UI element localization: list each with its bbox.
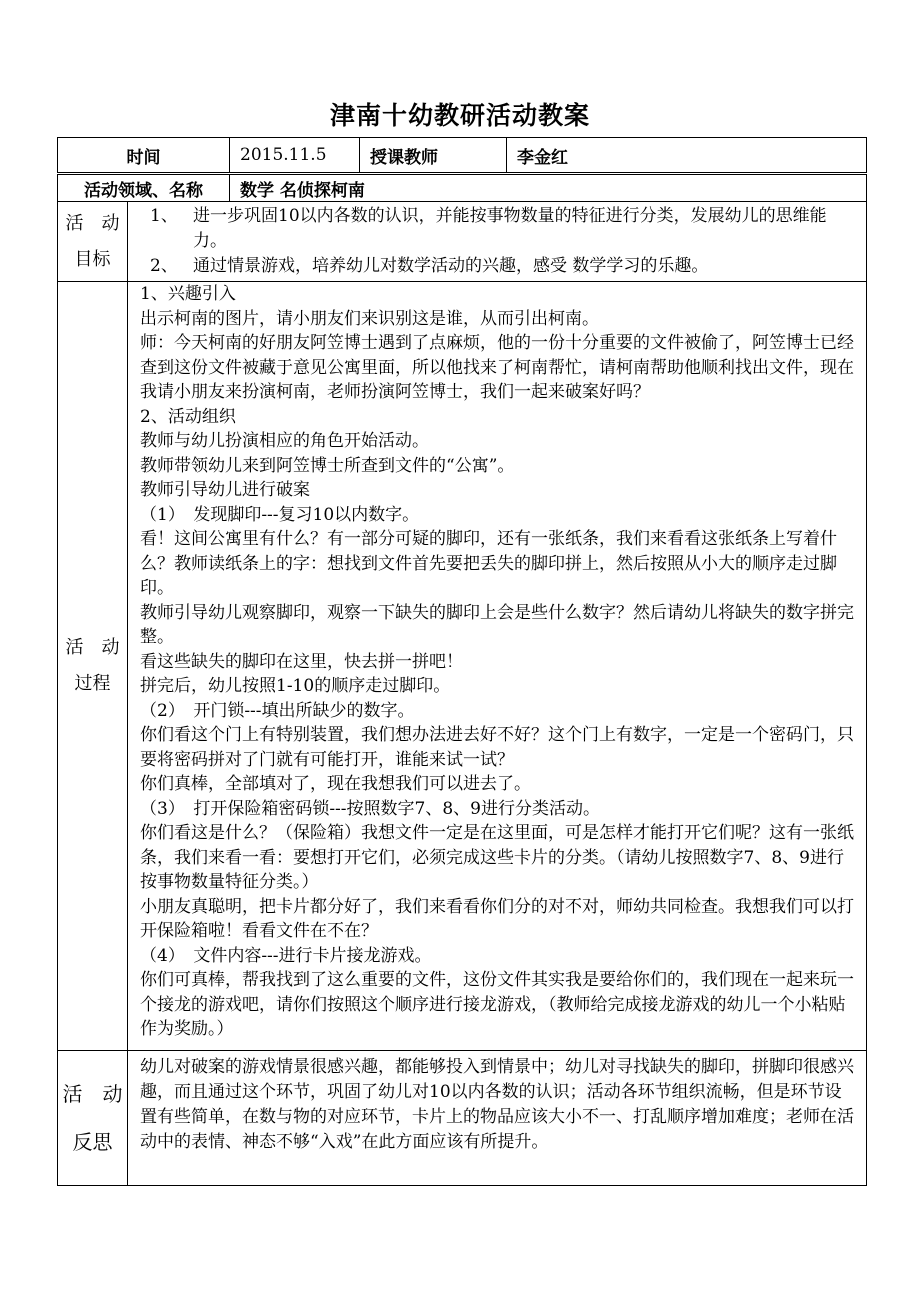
process-content <box>128 282 867 1051</box>
goal-number: 1、 <box>150 206 178 226</box>
time-value: 2015.11.5 <box>230 138 360 174</box>
reflection-label <box>58 1051 128 1186</box>
goal-text: 通过情景游戏，培养幼儿对数学活动的兴趣，感受 数学学习的乐趣。 <box>193 256 709 276</box>
goal-text: 进一步巩固10以内各数的认识，并能按事物数量的特征进行分类，发展幼儿的思维能力。 <box>193 206 827 251</box>
process-paragraph: （2） 开门锁---填出所缺少的数字。 <box>140 700 415 721</box>
process-paragraph: （3） 打开保险箱密码锁---按照数字7、8、9进行分类活动。 <box>140 798 600 819</box>
goals-label-line1: 活 动 <box>65 212 120 234</box>
reflection-content: 幼儿对破案的游戏情景很感兴趣，都能够投入到情景中；幼儿对寻找缺失的脚印，拼脚印很感兴趣，而且通过这个环节，巩固了幼儿对10以内各数的认识；活动各环节组织流畅，但是环节设置有些简单，在数与物的对应环节，卡片上的物品应该大小不一、打乱顺序增加难度；老师在活动中的表情、神态不够“入戏”在此方面应该有所提升。 <box>128 1051 867 1186</box>
time-label: 时间 <box>58 138 230 174</box>
process-paragraph: 教师引导幼儿观察脚印，观察一下缺失的脚印上会是些什么数字？然后请幼儿将缺失的数字拼完整。 <box>140 602 854 647</box>
domain-row <box>58 174 867 202</box>
reflection-label-line2: 反思 <box>72 1130 113 1154</box>
process-row <box>58 282 867 1051</box>
reflection-row <box>58 1051 867 1186</box>
process-paragraph: 拼完后，幼儿按照1-10的顺序走过脚印。 <box>140 676 451 696</box>
teacher-value: 李金红 <box>507 138 867 174</box>
process-paragraph: 你们可真棒，帮我找到了这么重要的文件，这份文件其实我是要给你们的，我们现在一起来玩一个接龙的游戏吧，请你们按照这个顺序进行接龙游戏，（教师给完成接龙游戏的幼儿一个小粘贴作为奖励。） <box>140 970 854 1039</box>
goal-number: 2、 <box>150 256 178 276</box>
process-paragraph: （1） 发现脚印---复习10以内数字。 <box>140 504 420 525</box>
reflection-label-line1: 活 动 <box>62 1082 123 1106</box>
process-label-line1: 活 动 <box>65 637 120 658</box>
lesson-plan-table <box>57 137 867 1186</box>
process-paragraph: 1、兴趣引入 <box>140 284 236 304</box>
goals-row <box>58 202 867 282</box>
goal-item <box>140 254 856 279</box>
process-paragraph: （4） 文件内容---进行卡片接龙游戏。 <box>140 945 432 966</box>
process-paragraph: 看！这间公寓里有什么？有一部分可疑的脚印，还有一张纸条，我们来看看这张纸条上写着什么？教师读纸条上的字：想找到文件首先要把丢失的脚印拼上，然后按照从小大的顺序走过脚印。 <box>140 529 837 598</box>
process-paragraph: 小朋友真聪明，把卡片都分好了，我们来看看你们分的对不对，师幼共同检查。我想我们可以打开保险箱啦！看看文件在不在？ <box>140 896 854 941</box>
process-paragraph: 你们看这个门上有特别装置，我们想办法进去好不好？这个门上有数字，一定是一个密码门，只要将密码拼对了门就有可能打开，谁能来试一试？ <box>140 725 854 770</box>
process-paragraph: 2、活动组织 <box>140 406 236 427</box>
goals-label <box>58 202 128 282</box>
domain-label: 活动领域、名称 <box>58 174 230 202</box>
process-label <box>58 282 128 1051</box>
process-paragraph: 教师与幼儿扮演相应的角色开始活动。 <box>140 431 429 451</box>
process-label-line2: 过程 <box>74 673 111 694</box>
process-paragraph: 你们真棒，全部填对了，现在我想我们可以进去了。 <box>140 774 531 794</box>
teacher-label: 授课教师 <box>360 138 507 174</box>
goals-content <box>128 202 867 282</box>
goal-item <box>140 204 856 254</box>
process-paragraph: 出示柯南的图片，请小朋友们来识别这是谁，从而引出柯南。 <box>140 308 599 329</box>
process-paragraph: 师：今天柯南的好朋友阿笠博士遇到了点麻烦，他的一份十分重要的文件被偷了，阿笠博士已经查到这份文件被藏于意见公寓里面，所以他找来了柯南帮忙，请柯南帮助他顺利找出文件，现在我请小朋友来扮演柯南，老师扮演阿笠博士，我们一起来破案好吗？ <box>140 333 854 402</box>
page-title: 津南十幼教研活动教案 <box>329 101 590 130</box>
domain-value: 数学 名侦探柯南 <box>230 174 867 202</box>
header-row <box>58 138 867 174</box>
process-paragraph: 教师引导幼儿进行破案 <box>140 480 310 500</box>
process-paragraph: 看这些缺失的脚印在这里，快去拼一拼吧！ <box>140 651 463 672</box>
process-paragraph: 你们看这是什么？（保险箱）我想文件一定是在这里面，可是怎样才能打开它们呢？这有一张纸条，我们来看一看：要想打开它们，必须完成这些卡片的分类。（请幼儿按照数字7、8、9进行按事物数量特征分类。） <box>140 823 854 892</box>
goals-label-line2: 目标 <box>74 248 111 270</box>
process-paragraph: 教师带领幼儿来到阿笠博士所查到文件的“公寓”。 <box>140 455 515 476</box>
